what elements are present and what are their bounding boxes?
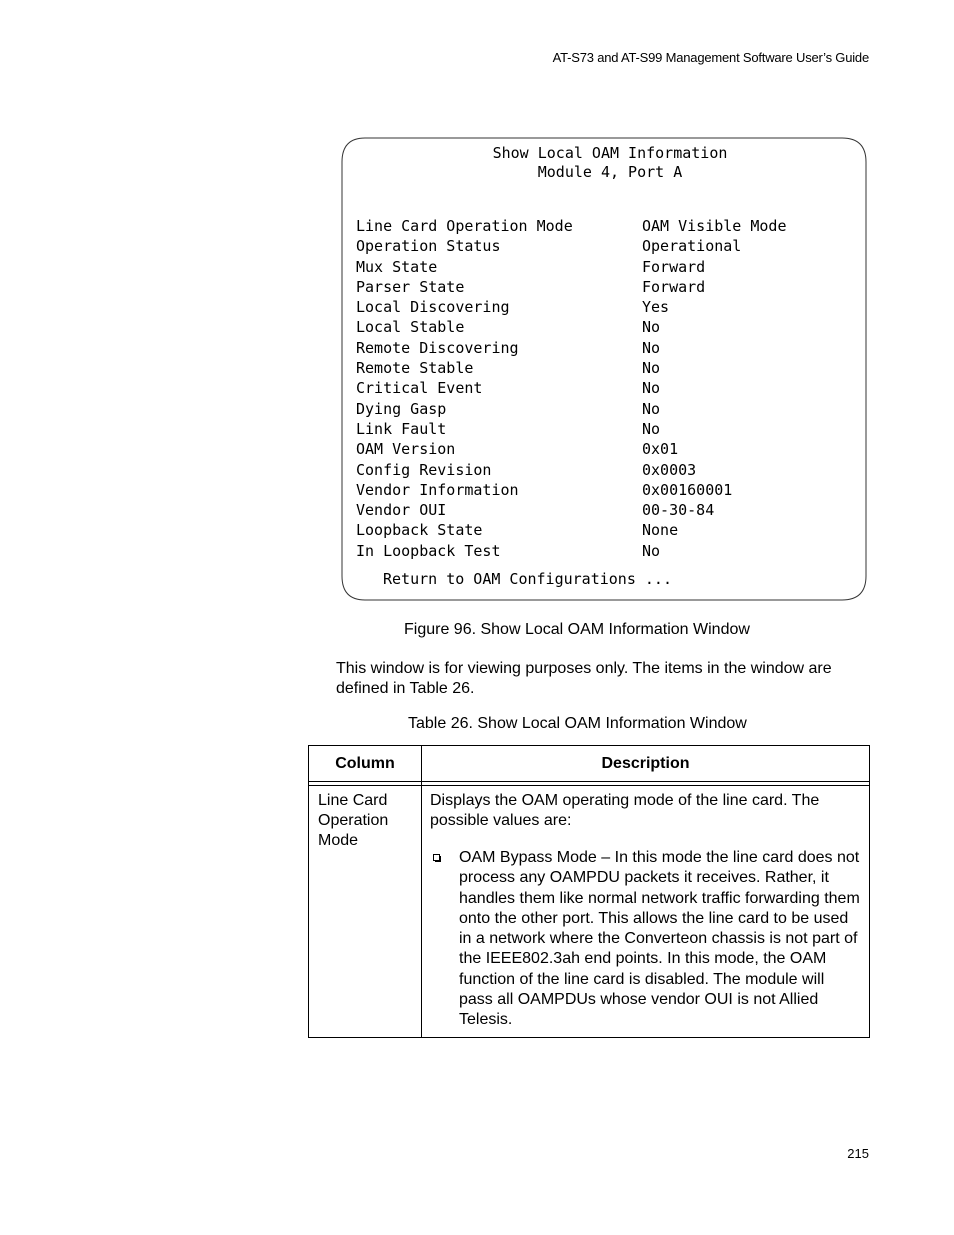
info-value: No [642,399,661,418]
info-value: 0x01 [642,440,679,459]
return-to-oam-configurations-link[interactable]: Return to OAM Configurations ... [383,570,672,588]
info-label: Loopback State [356,521,483,540]
info-label: Config Revision [356,460,492,479]
info-label: Vendor Information [356,480,519,499]
info-value: OAM Visible Mode [642,217,787,235]
info-label: Vendor OUI [356,501,447,520]
description-table [308,745,870,1038]
info-value: No [642,318,661,337]
info-row [356,460,856,480]
info-value: Yes [642,298,670,317]
table-caption: Table 26. Show Local OAM Information Window [408,715,747,732]
info-value: No [642,359,661,378]
info-label: Mux State [356,257,438,276]
info-row [356,277,856,297]
figure-caption: Figure 96. Show Local OAM Information Window [404,621,750,638]
info-row [356,317,856,337]
info-label: Local Stable [356,318,465,337]
info-row [356,520,856,540]
info-value: None [642,521,679,540]
checkbox-bullet-icon [433,854,440,861]
info-value: 00-30-84 [642,501,715,520]
info-row [356,378,856,398]
info-value: No [642,541,661,560]
info-row [356,358,856,378]
info-row [356,439,856,459]
header-rule [309,781,869,782]
info-value: No [642,338,661,357]
page-number: 215 [847,1146,869,1161]
info-row [356,399,856,419]
info-label: Line Card Operation Mode [356,217,573,235]
info-label: Parser State [356,277,465,296]
info-label: Dying Gasp [356,399,447,418]
description-text: Displays the OAM operating mode of the line card. The possible values are: [430,792,820,829]
info-row [356,541,856,561]
info-label: Local Discovering [356,298,510,317]
table-cell-description [430,791,862,1031]
screen-subtitle: Module 4, Port A [537,163,683,181]
bullet-text: OAM Bypass Mode – In this mode the line card does not process any OAMPDU packets it receives. Rather, it handles them like normal network traffic forwarding them onto the other port. This allows the line card to be used in a network where the Converteon chassis is not part of the IEEE802.3ah end points. In this mode, the OAM function of the line card is disabled. The module will pass all OAMPDUs whose vendor OUI is not Allied Telesis. [459,849,860,1029]
info-row [356,216,856,236]
oam-info-list [356,216,856,561]
info-label: OAM Version [356,440,456,459]
info-row [356,297,856,317]
info-value: No [642,379,661,398]
info-label: Remote Stable [356,359,474,378]
info-value: 0x0003 [642,460,697,479]
info-label: In Loopback Test [356,541,501,560]
info-label: Operation Status [356,237,501,256]
info-value: 0x00160001 [642,480,733,499]
info-row [356,480,856,500]
table-header-description: Description [601,755,690,772]
column-divider [421,746,422,1037]
info-row [356,419,856,439]
info-value: Forward [642,257,706,276]
info-value: Forward [642,277,706,296]
info-row [356,500,856,520]
info-row [356,338,856,358]
info-label: Link Fault [356,419,447,438]
body-paragraph: This window is for viewing purposes only. The items in the window are defined in Table 26. [336,660,832,697]
screen-title: Show Local OAM Information [492,144,728,162]
info-row [356,236,856,256]
bullet-item [430,848,862,1031]
info-label: Critical Event [356,379,483,398]
info-row [356,257,856,277]
info-value: No [642,419,661,438]
table-header-column: Column [335,755,395,772]
header-rule [309,785,869,786]
table-cell-column: Line Card Operation Mode [318,792,389,849]
info-label: Remote Discovering [356,338,519,357]
info-value: Operational [642,237,742,256]
running-header: AT-S73 and AT-S99 Management Software User’s Guide [552,50,869,65]
